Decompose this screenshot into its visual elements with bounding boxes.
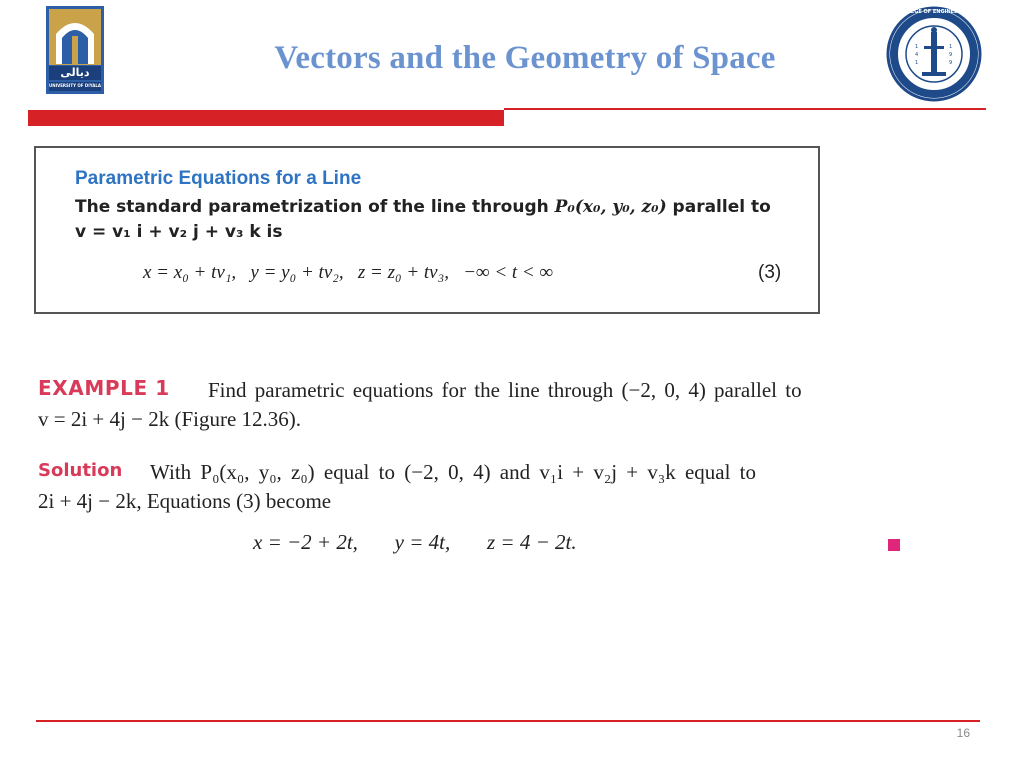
parametric-equation: x = x₀ + tv₁, y = y₀ + tv₂, z = z₀ + tv₃, −∞ < t < ∞ xyxy=(143,262,554,283)
example-text-line-2: v = 2i + 4j − 2k (Figure 12.36). xyxy=(38,407,302,431)
equation-number: (3) xyxy=(758,262,782,283)
logo-arabic-text: ديالى xyxy=(60,66,90,79)
example-label: EXAMPLE 1 xyxy=(38,376,170,400)
header-accent-bar xyxy=(28,110,504,126)
solution-text-line-2: 2i + 4j − 2k, Equations (3) become xyxy=(38,489,332,513)
solution-equation: x = −2 + 2t, y = 4t, z = 4 − 2t. xyxy=(253,530,577,554)
college-seal xyxy=(886,6,982,102)
svg-text:4: 4 xyxy=(915,52,919,58)
solution-text-line-1: With P₀(x₀, y₀, z₀) equal to (−2, 0, 4) and v₁i + v₂j + v₃k equal to xyxy=(150,460,757,484)
seal-text: COLLEGE OF ENGINEERING xyxy=(896,9,972,15)
svg-text:1: 1 xyxy=(915,60,919,66)
header-rule xyxy=(504,108,986,110)
solution-label: Solution xyxy=(38,460,123,481)
page-number: 16 xyxy=(956,726,970,740)
example-text-line-1: Find parametric equations for the line through (−2, 0, 4) parallel to xyxy=(208,378,802,402)
svg-text:1: 1 xyxy=(915,44,919,50)
svg-text:9: 9 xyxy=(949,60,953,66)
definition-text-line-1: The standard parametrization of the line through P₀(x₀, y₀, z₀) parallel to xyxy=(75,197,771,217)
svg-text:9: 9 xyxy=(949,52,953,58)
page-title: Vectors and the Geometry of Space xyxy=(274,40,776,76)
definition-text-line-2: v = v₁ i + v₂ j + v₃ k is xyxy=(75,222,283,242)
end-of-proof-square xyxy=(888,539,900,551)
footer-rule xyxy=(36,720,980,722)
logo-caption: UNIVERSITY OF DIYALA xyxy=(49,83,101,88)
definition-heading: Parametric Equations for a Line xyxy=(75,168,362,189)
svg-text:1: 1 xyxy=(949,44,953,50)
